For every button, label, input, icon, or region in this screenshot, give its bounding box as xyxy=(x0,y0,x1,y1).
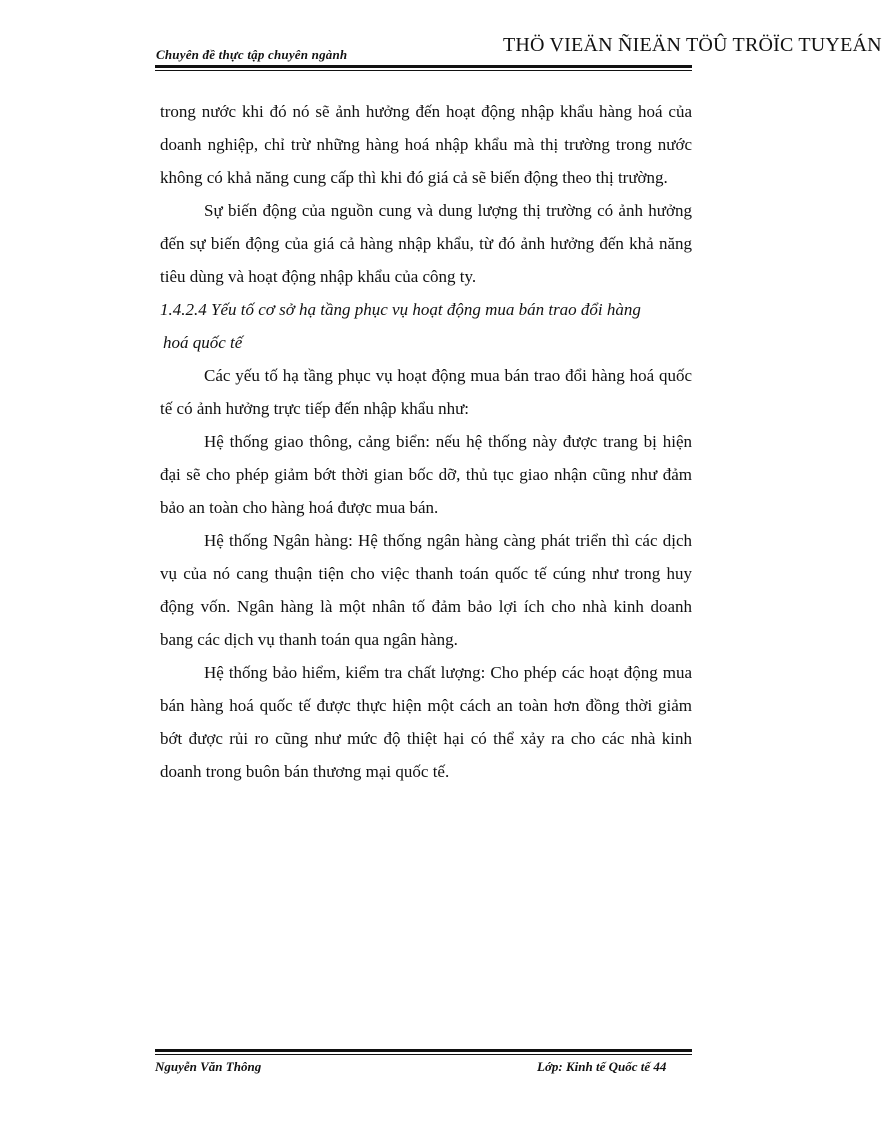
footer-divider-thick xyxy=(155,1049,692,1052)
section-heading-line-1: 1.4.2.4 Yếu tố cơ sở hạ tầng phục vụ hoạt động mua bán trao đổi hàng xyxy=(160,300,641,319)
paragraph-1: trong nước khi đó nó sẽ ảnh hưởng đến hoạt động nhập khẩu hàng hoá của doanh nghiệp, chỉ trừ những hàng hoá nhập khẩu mà thị trường trong nước không có khả năng cung cấp thì khi đó giá cả sẽ biến động theo thị trường. xyxy=(160,102,692,187)
header-library-label: THÖ VIEÄN ÑIEÄN TÖÛ TRÖÏC TUYEÁN xyxy=(503,34,882,56)
paragraph-2: Sự biến động của nguồn cung và dung lượng thị trường có ảnh hưởng đến sự biến động của giá cả hàng nhập khẩu, từ đó ảnh hưởng đến khả năng tiêu dùng và hoạt động nhập khẩu của công ty. xyxy=(160,201,692,286)
footer-divider-thin xyxy=(155,1054,692,1055)
header-divider-thick xyxy=(155,65,692,68)
header-title: Chuyên đề thực tập chuyên ngành xyxy=(156,47,348,62)
section-heading-line-2: hoá quốc tế xyxy=(163,333,243,352)
footer-class: Lớp: Kinh tế Quốc tế 44 xyxy=(537,1059,667,1074)
header-divider-thin xyxy=(155,70,692,71)
paragraph-5: Hệ thống Ngân hàng: Hệ thống ngân hàng càng phát triển thì các dịch vụ của nó cang thuận tiện cho việc thanh toán quốc tế cúng như trong huy động vốn. Ngân hàng là một nhân tố đảm bảo lợi ích cho nhà kinh doanh bang các dịch vụ thanh toán qua ngân hàng. xyxy=(160,531,692,649)
document-body xyxy=(160,95,692,788)
footer-author: Nguyễn Văn Thông xyxy=(155,1059,262,1074)
paragraph-3: Các yếu tố hạ tầng phục vụ hoạt động mua bán trao đổi hàng hoá quốc tế có ảnh hưởng trực tiếp đến nhập khẩu như: xyxy=(160,366,692,418)
paragraph-6: Hệ thống bảo hiểm, kiểm tra chất lượng: Cho phép các hoạt động mua bán hàng hoá quốc tế được thực hiện một cách an toàn hơn đồng thời giảm bớt được rủi ro cũng như mức độ thiệt hại có thể xảy ra cho các nhà kinh doanh trong buôn bán thương mại quốc tế. xyxy=(160,663,692,781)
section-heading xyxy=(160,293,692,359)
paragraph-4: Hệ thống giao thông, cảng biển: nếu hệ thống này được trang bị hiện đại sẽ cho phép giảm bớt thời gian bốc dỡ, thủ tục giao nhận cũng như đảm bảo an toàn cho hàng hoá được mua bán. xyxy=(160,432,692,517)
